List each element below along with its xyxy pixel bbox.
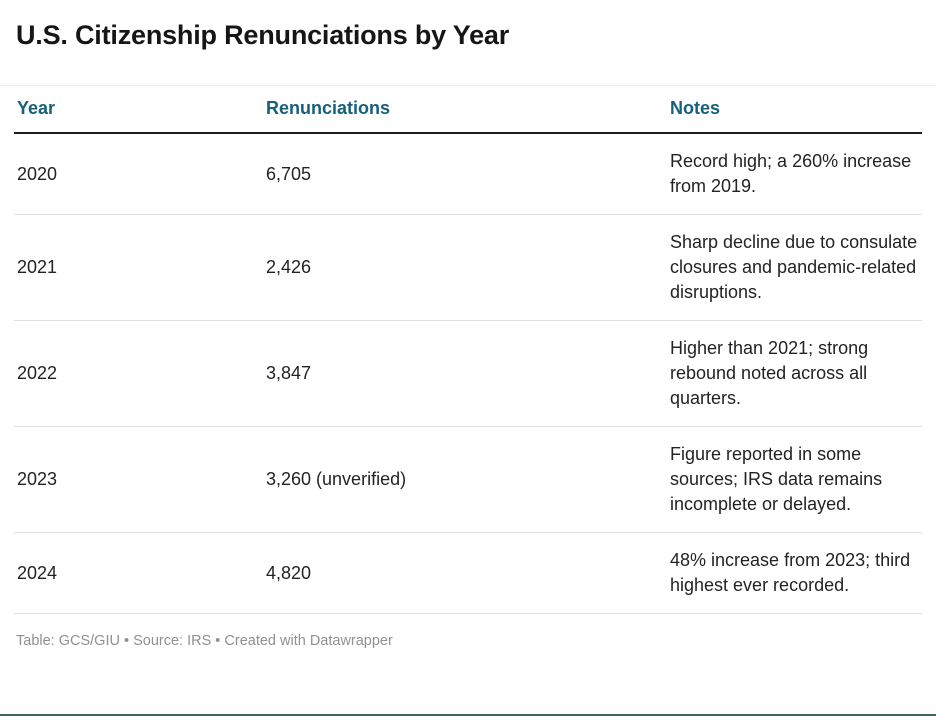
column-header-notes: Notes (667, 86, 922, 133)
renunciations-cell: 6,705 (263, 133, 667, 215)
renunciations-cell: 3,847 (263, 321, 667, 427)
chart-title: U.S. Citizenship Renunciations by Year (16, 20, 510, 50)
notes-cell: Sharp decline due to consulate closures and pandemic-related disruptions. (667, 215, 922, 321)
renunciations-cell: 4,820 (263, 533, 667, 614)
table-row (14, 533, 922, 614)
table-row (14, 215, 922, 321)
year-cell: 2021 (14, 215, 263, 321)
table-row (14, 321, 922, 427)
year-cell: 2022 (14, 321, 263, 427)
notes-cell: Figure reported in some sources; IRS data remains incomplete or delayed. (667, 427, 922, 533)
year-cell: 2024 (14, 533, 263, 614)
column-header-year: Year (14, 86, 263, 133)
renunciations-cell: 2,426 (263, 215, 667, 321)
table-row (14, 133, 922, 215)
column-header-renunciations: Renunciations (263, 86, 667, 133)
data-table (14, 86, 922, 614)
notes-cell: 48% increase from 2023; third highest ever recorded. (667, 533, 922, 614)
year-cell: 2020 (14, 133, 263, 215)
table-row (14, 427, 922, 533)
year-cell: 2023 (14, 427, 263, 533)
attribution-footer: Table: GCS/GIU • Source: IRS • Created with Datawrapper (16, 633, 393, 649)
header-row (14, 86, 922, 133)
notes-cell: Record high; a 260% increase from 2019. (667, 133, 922, 215)
bottom-accent-line (0, 714, 936, 716)
renunciations-cell: 3,260 (unverified) (263, 427, 667, 533)
notes-cell: Higher than 2021; strong rebound noted across all quarters. (667, 321, 922, 427)
